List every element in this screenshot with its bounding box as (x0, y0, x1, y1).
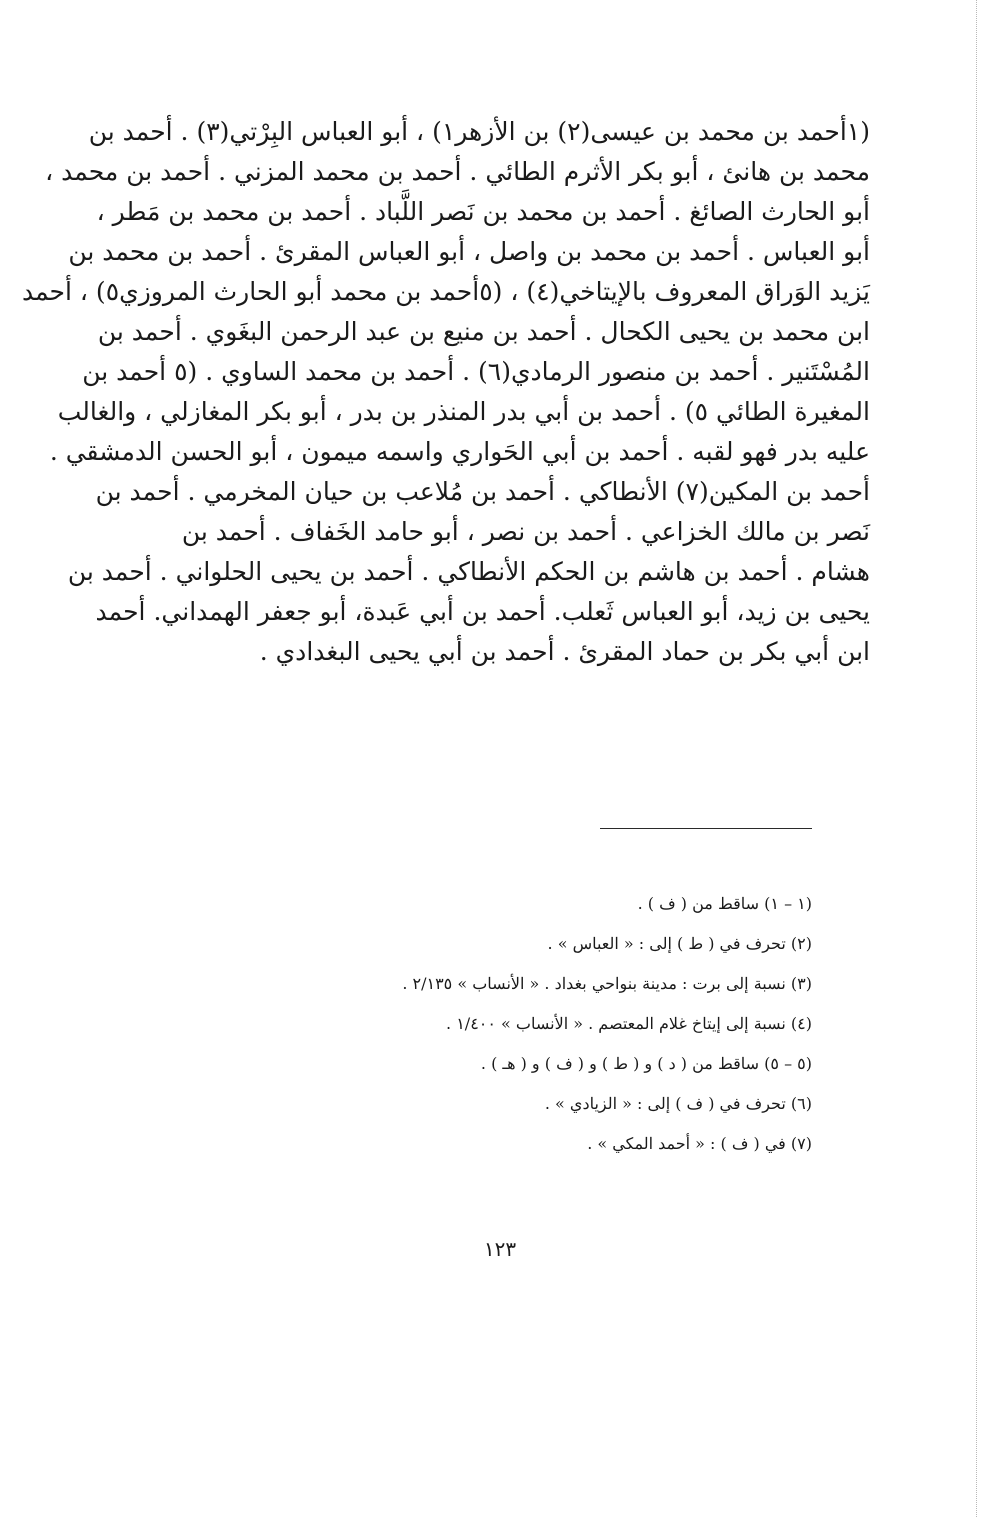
text-line: أبو العباس . أحمد بن محمد بن واصل ، أبو العباس المقرئ . أحمد بن محمد بن (68, 237, 870, 266)
footnote: (٦) تحرف في ( ف ) إلى : « الزيادي » . (544, 1094, 812, 1113)
text-line: يَزيد الوَراق المعروف بالإيتاخي(٤) ، (٥أحمد بن محمد أبو الحارث المروزي٥) ، أحمد (21, 277, 870, 306)
footnote: (٧) في ( ف ) : « أحمد المكي » . (587, 1134, 812, 1153)
text-line: هشام . أحمد بن هاشم بن الحكم الأنطاكي . أحمد بن يحيى الحلواني . أحمد بن (67, 557, 870, 586)
text-line: المُسْتَنير . أحمد بن منصور الرمادي(٦) . أحمد بن محمد الساوي . (٥ أحمد بن (82, 357, 870, 386)
text-line: عليه بدر فهو لقبه . أحمد بن أبي الحَواري واسمه ميمون ، أبو الحسن الدمشقي . (49, 437, 870, 466)
text-line: أبو الحارث الصائغ . أحمد بن محمد بن نَصر اللَّباد . أحمد بن محمد بن مَطر ، (96, 197, 870, 226)
footnote: (١ – ١) ساقط من ( ف ) . (637, 894, 812, 913)
text-line: (١أحمد بن محمد بن عيسى(٢) بن الأزهر١) ، أبو العباس البِرْتي(٣) . أحمد بن (88, 117, 870, 146)
text-line: ابن أبي بكر بن حماد المقرئ . أحمد بن أبي يحيى البغدادي . (259, 637, 870, 666)
page-number: ١٢٣ (483, 1237, 517, 1261)
footnote-separator (600, 828, 812, 829)
footnote: (٣) نسبة إلى برت : مدينة بنواحي بغداد . « الأنساب » ٢/١٣٥ . (402, 974, 812, 993)
text-line: أحمد بن المكين(٧) الأنطاكي . أحمد بن مُلاعب بن حيان المخرمي . أحمد بن (95, 477, 870, 506)
text-line: ابن محمد بن يحيى الكحال . أحمد بن منيع بن عبد الرحمن البغَوي . أحمد بن (97, 317, 870, 346)
scan-edge-line (976, 0, 977, 1517)
text-line: يحيى بن زيد، أبو العباس ثَعلب. أحمد بن أبي عَبدة، أبو جعفر الهمداني. أحمد (95, 597, 870, 626)
text-line: محمد بن هانئ ، أبو بكر الأثرم الطائي . أحمد بن محمد المزني . أحمد بن محمد ، (45, 157, 870, 186)
footnotes (300, 884, 812, 1164)
text-line: نَصر بن مالك الخزاعي . أحمد بن نصر ، أبو حامد الخَفاف . أحمد بن (181, 517, 870, 546)
main-text (21, 112, 870, 672)
footnote: (٤) نسبة إلى إيتاخ غلام المعتصم . « الأنساب » ١/٤٠٠ . (446, 1014, 812, 1033)
footnote: (٥ – ٥) ساقط من ( د ) و ( ط ) و ( ف ) و ( هـ ) . (480, 1054, 812, 1073)
text-line: المغيرة الطائي ٥) . أحمد بن أبي بدر المنذر بن بدر ، أبو بكر المغازلي ، والغالب (57, 397, 870, 426)
footnote: (٢) تحرف في ( ط ) إلى : « العباس » . (547, 934, 812, 953)
